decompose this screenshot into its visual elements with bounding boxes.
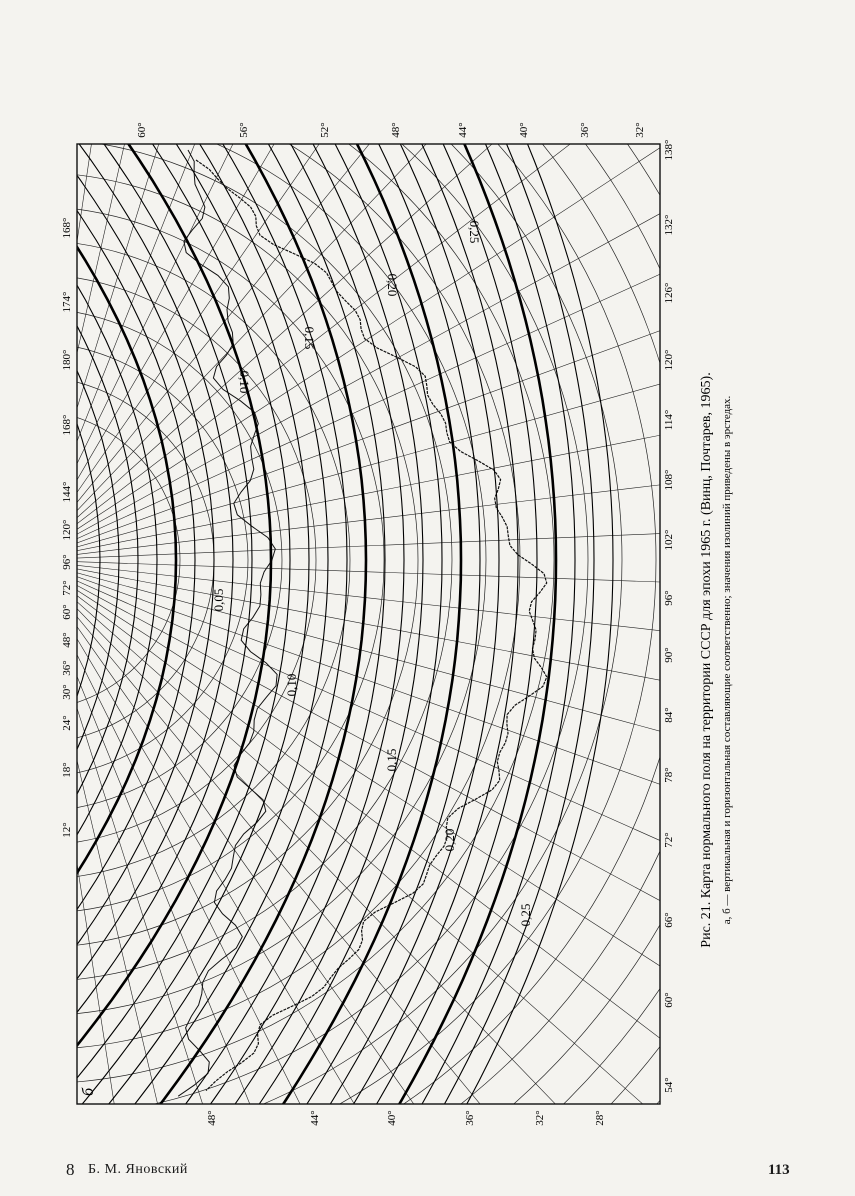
latitude-circle: [0, 410, 180, 710]
longitude-label: 180°: [61, 349, 73, 371]
isoline-label: 0,10: [284, 673, 299, 697]
running-page-marker: 8: [66, 1160, 75, 1179]
longitude-label: 66°: [663, 912, 675, 928]
longitude-label: 114°: [663, 409, 675, 431]
isoline: [0, 0, 119, 1196]
meridian-line: [30, 0, 715, 560]
longitude-label: 96°: [61, 554, 73, 570]
longitude-label: 18°: [61, 762, 73, 778]
isoline-major: [150, 0, 461, 1196]
isoline-label: 0,05: [211, 588, 226, 612]
latitude-circle: [0, 206, 384, 914]
latitude-label: 48°: [390, 122, 402, 138]
isoline: [0, 0, 100, 1196]
isoline: [0, 0, 290, 1196]
isoline-label: 0,15: [302, 326, 317, 350]
longitude-label: 72°: [61, 580, 73, 596]
longitude-label: 96°: [663, 590, 675, 606]
latitude-label: 28°: [594, 1110, 606, 1126]
longitude-label: 24°: [61, 715, 73, 731]
latitude-label: 52°: [319, 122, 331, 138]
isoline-major: [282, 0, 556, 1196]
isoline-label: 0,20: [442, 828, 457, 852]
meridian-line: [30, 560, 795, 1196]
longitude-label: 138°: [663, 139, 675, 161]
latitude-label: 36°: [579, 122, 591, 138]
longitude-label: 168°: [61, 217, 73, 239]
latitude-circle: [0, 274, 316, 846]
latitude-label: 32°: [534, 1110, 546, 1126]
longitude-label: 102°: [663, 529, 675, 551]
longitude-label: 54°: [663, 1077, 675, 1093]
meridian-line: [30, 0, 114, 560]
longitude-label: 60°: [663, 992, 675, 1008]
longitude-label: 60°: [61, 604, 73, 620]
longitude-label: 36°: [61, 660, 73, 676]
longitude-label: 78°: [663, 767, 675, 783]
figure-caption-line2: а, б — вертикальная и горизонтальная составляющие соответственно; значения изолиний приведены в эрстедах.: [721, 395, 733, 925]
longitude-label: 174°: [61, 291, 73, 313]
longitude-label: 108°: [663, 469, 675, 491]
latitude-circle: [0, 2, 588, 1118]
longitude-label: 126°: [663, 282, 675, 304]
latitude-label: 40°: [518, 122, 530, 138]
longitude-label: 30°: [61, 684, 73, 700]
isoline-label: 0,25: [518, 903, 533, 927]
longitude-label: 84°: [663, 707, 675, 723]
longitude-label: 12°: [61, 822, 73, 838]
longitude-label: 120°: [61, 519, 73, 541]
latitude-circle: [0, 36, 554, 1084]
latitude-label: 44°: [457, 122, 469, 138]
latitude-label: 44°: [309, 1110, 321, 1126]
meridian-line: [30, 0, 205, 560]
isoline-label: 0,20: [385, 273, 400, 297]
latitude-circle: [0, 342, 248, 778]
meridian-line: [30, 0, 637, 560]
running-head-author: Б. М. Яновский: [88, 1162, 188, 1177]
page-number: 113: [768, 1162, 790, 1178]
latitude-label: 40°: [386, 1110, 398, 1126]
isoline-label: 0,25: [467, 220, 482, 244]
meridian-line: [30, 0, 556, 560]
longitude-label: 90°: [663, 647, 675, 663]
latitude-label: 56°: [238, 122, 250, 138]
longitude-label: 168°: [61, 414, 73, 436]
panel-letter: б: [80, 1087, 97, 1097]
isoline: [256, 0, 537, 1196]
latitude-label: 48°: [206, 1110, 218, 1126]
isoline-major: [6, 0, 366, 1196]
latitude-label: 36°: [464, 1110, 476, 1126]
isoline: [0, 0, 157, 1196]
longitude-label: 48°: [61, 632, 73, 648]
isoline: [0, 0, 309, 1196]
figure-caption-line1: Рис. 21. Карта нормального поля на территории СССР для эпохи 1965 г. (Винц, Почтарев, 1965).: [699, 372, 714, 948]
isoline-label: 0,10: [237, 370, 252, 394]
latitude-label: 60°: [136, 122, 148, 138]
longitude-label: 132°: [663, 214, 675, 236]
isoline-label: 0,15: [384, 748, 399, 772]
longitude-label: 72°: [663, 832, 675, 848]
longitude-label: 144°: [61, 481, 73, 503]
longitude-label: 120°: [663, 349, 675, 371]
latitude-label: 32°: [634, 122, 646, 138]
isoline: [0, 0, 195, 1196]
